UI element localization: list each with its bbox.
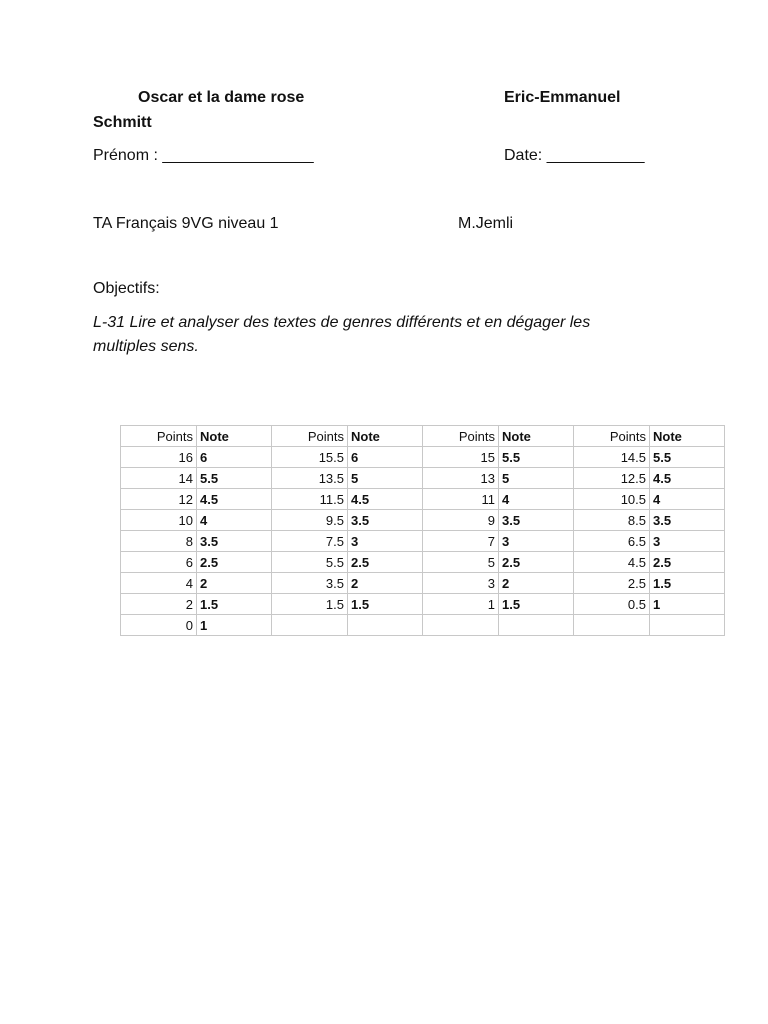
points-cell: 7 [423, 531, 499, 552]
header-points: Points [121, 426, 197, 447]
note-cell: 5.5 [499, 447, 574, 468]
points-cell: 3 [423, 573, 499, 594]
note-cell: 2 [197, 573, 272, 594]
note-cell: 1 [650, 594, 725, 615]
note-cell: 5.5 [197, 468, 272, 489]
points-cell: 6.5 [574, 531, 650, 552]
document-title: Oscar et la dame rose [138, 89, 305, 106]
author-name-continued: Schmitt [93, 114, 152, 131]
table-row [121, 510, 725, 531]
points-cell: 2 [121, 594, 197, 615]
points-cell: 10.5 [574, 489, 650, 510]
table-row [121, 447, 725, 468]
points-cell: 0 [121, 615, 197, 636]
note-cell: 3.5 [650, 510, 725, 531]
points-cell: 13 [423, 468, 499, 489]
points-cell [423, 615, 499, 636]
points-cell: 5 [423, 552, 499, 573]
note-cell: 5.5 [650, 447, 725, 468]
points-cell: 1 [423, 594, 499, 615]
note-cell: 4 [197, 510, 272, 531]
table-row [121, 552, 725, 573]
table-row [121, 531, 725, 552]
note-cell: 4 [499, 489, 574, 510]
points-cell: 6 [121, 552, 197, 573]
note-cell: 6 [348, 447, 423, 468]
points-cell: 11 [423, 489, 499, 510]
note-cell: 1.5 [348, 594, 423, 615]
objective-text-line1: L-31 Lire et analyser des textes de genres différents et en dégager les [93, 314, 591, 331]
note-cell: 2 [348, 573, 423, 594]
note-cell: 4.5 [348, 489, 423, 510]
note-cell: 3.5 [197, 531, 272, 552]
table-row [121, 573, 725, 594]
points-cell: 4.5 [574, 552, 650, 573]
points-cell: 3.5 [272, 573, 348, 594]
note-cell [499, 615, 574, 636]
note-cell: 5 [499, 468, 574, 489]
points-cell: 9.5 [272, 510, 348, 531]
objective-text-line2: multiples sens. [93, 338, 199, 355]
points-cell: 2.5 [574, 573, 650, 594]
note-cell: 3 [499, 531, 574, 552]
header-note: Note [348, 426, 423, 447]
points-cell: 0.5 [574, 594, 650, 615]
points-cell: 15.5 [272, 447, 348, 468]
points-cell: 8.5 [574, 510, 650, 531]
points-cell: 1.5 [272, 594, 348, 615]
note-cell: 6 [197, 447, 272, 468]
points-cell: 14.5 [574, 447, 650, 468]
header-note: Note [197, 426, 272, 447]
note-cell: 1.5 [499, 594, 574, 615]
note-cell: 4.5 [650, 468, 725, 489]
date-field: Date: ___________ [504, 147, 645, 164]
note-cell: 3.5 [348, 510, 423, 531]
header-points: Points [574, 426, 650, 447]
grade-conversion-table [120, 425, 725, 636]
table-row [121, 489, 725, 510]
points-cell: 12 [121, 489, 197, 510]
note-cell: 3.5 [499, 510, 574, 531]
points-cell [272, 615, 348, 636]
table-row [121, 615, 725, 636]
first-name-field: Prénom : _________________ [93, 147, 314, 164]
table-header-row [121, 426, 725, 447]
points-cell: 9 [423, 510, 499, 531]
note-cell: 1.5 [197, 594, 272, 615]
header-points: Points [423, 426, 499, 447]
objectives-label: Objectifs: [93, 280, 160, 297]
points-cell: 4 [121, 573, 197, 594]
note-cell: 2.5 [650, 552, 725, 573]
table-row [121, 594, 725, 615]
table-row [121, 468, 725, 489]
note-cell: 1 [197, 615, 272, 636]
course-name: TA Français 9VG niveau 1 [93, 215, 279, 232]
note-cell: 1.5 [650, 573, 725, 594]
note-cell: 4.5 [197, 489, 272, 510]
points-cell: 10 [121, 510, 197, 531]
points-cell: 8 [121, 531, 197, 552]
points-cell: 7.5 [272, 531, 348, 552]
note-cell: 2.5 [499, 552, 574, 573]
note-cell: 3 [650, 531, 725, 552]
note-cell: 2 [499, 573, 574, 594]
header-note: Note [499, 426, 574, 447]
points-cell: 11.5 [272, 489, 348, 510]
points-cell: 12.5 [574, 468, 650, 489]
note-cell [650, 615, 725, 636]
points-cell [574, 615, 650, 636]
note-cell: 5 [348, 468, 423, 489]
header-points: Points [272, 426, 348, 447]
note-cell: 4 [650, 489, 725, 510]
author-name: Eric-Emmanuel [504, 89, 621, 106]
points-cell: 16 [121, 447, 197, 468]
note-cell: 2.5 [197, 552, 272, 573]
points-cell: 13.5 [272, 468, 348, 489]
points-cell: 14 [121, 468, 197, 489]
teacher-name: M.Jemli [458, 215, 514, 232]
points-cell: 15 [423, 447, 499, 468]
note-cell [348, 615, 423, 636]
points-cell: 5.5 [272, 552, 348, 573]
note-cell: 3 [348, 531, 423, 552]
header-note: Note [650, 426, 725, 447]
note-cell: 2.5 [348, 552, 423, 573]
